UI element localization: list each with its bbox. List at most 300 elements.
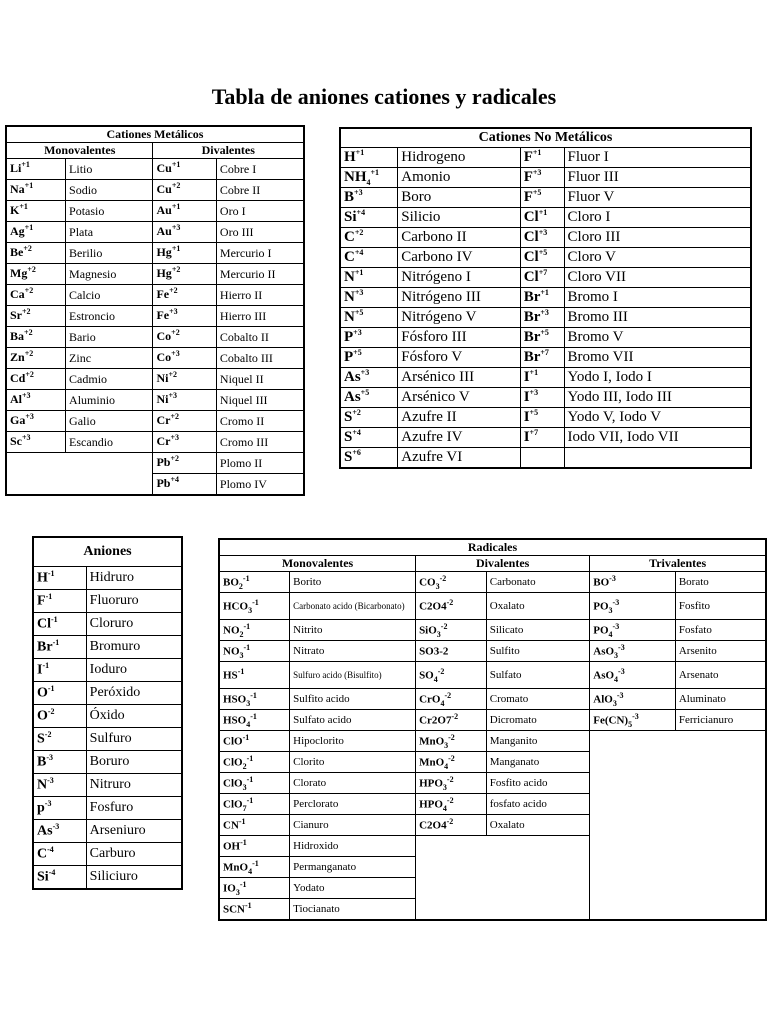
charge: +4 bbox=[352, 428, 361, 437]
ion-symbol bbox=[33, 843, 86, 866]
table-title: Cationes No Metálicos bbox=[340, 128, 751, 148]
charge: +7 bbox=[529, 428, 539, 437]
charge: -1 bbox=[245, 900, 252, 910]
ion-symbol bbox=[520, 368, 564, 388]
subscript: 2 bbox=[239, 629, 244, 639]
ion-symbol bbox=[340, 228, 398, 248]
symbol-text: ClO bbox=[223, 798, 243, 811]
symbol-text: H bbox=[37, 570, 48, 586]
charge: +5 bbox=[540, 328, 549, 337]
symbol-text: OH bbox=[223, 840, 241, 853]
symbol-text: P bbox=[344, 329, 354, 345]
symbol-text: As bbox=[344, 389, 361, 405]
ion-symbol bbox=[340, 368, 398, 388]
symbol-text: B bbox=[37, 754, 47, 770]
charge: -2 bbox=[44, 729, 52, 739]
ion-symbol bbox=[416, 620, 487, 641]
ion-symbol bbox=[520, 248, 564, 268]
ion-symbol bbox=[6, 285, 66, 306]
column-header: Divalentes bbox=[153, 143, 304, 159]
ion-name: Plata bbox=[66, 222, 153, 243]
symbol-text: CN bbox=[223, 819, 239, 832]
symbol-text: HS bbox=[223, 669, 238, 682]
table-row bbox=[6, 369, 304, 390]
ion-name: Cromo III bbox=[216, 432, 304, 453]
charge: +7 bbox=[540, 348, 549, 357]
ion-symbol bbox=[590, 689, 676, 710]
table-row bbox=[33, 820, 182, 843]
ion-name: Hipoclorito bbox=[290, 731, 416, 752]
charge: -1 bbox=[238, 816, 246, 826]
symbol-text: Fe bbox=[156, 308, 170, 323]
ion-name: Cloro III bbox=[564, 228, 751, 248]
charge: -3 bbox=[632, 711, 639, 721]
symbol-text: S bbox=[37, 731, 45, 747]
table-row bbox=[6, 327, 304, 348]
ion-symbol bbox=[6, 369, 66, 390]
symbol-text: AsO bbox=[593, 645, 615, 658]
symbol-text: NO bbox=[223, 645, 240, 658]
ion-name: Bario bbox=[66, 327, 153, 348]
ion-symbol bbox=[33, 866, 86, 890]
ion-symbol bbox=[153, 453, 216, 474]
charge: -2 bbox=[440, 621, 448, 631]
ion-symbol bbox=[153, 327, 216, 348]
ion-symbol bbox=[219, 662, 290, 689]
ion-name: fosfato acido bbox=[486, 794, 590, 815]
table-row bbox=[219, 593, 766, 620]
ion-name: Cobalto III bbox=[216, 348, 304, 369]
ion-symbol bbox=[219, 731, 290, 752]
charge: -1 bbox=[242, 732, 250, 742]
table-row bbox=[340, 408, 751, 428]
ion-symbol bbox=[33, 774, 86, 797]
ion-symbol bbox=[520, 288, 564, 308]
ion-symbol bbox=[340, 328, 398, 348]
symbol-text: Ni bbox=[156, 392, 169, 407]
charge: +2 bbox=[24, 328, 33, 338]
symbol-text: SO bbox=[419, 669, 434, 682]
ion-symbol bbox=[153, 369, 216, 390]
ion-name: Carbonato bbox=[486, 572, 590, 593]
ion-symbol bbox=[340, 448, 398, 469]
charge: +1 bbox=[355, 148, 365, 157]
ion-symbol bbox=[6, 432, 66, 453]
charge: +5 bbox=[532, 188, 542, 197]
ion-symbol bbox=[520, 328, 564, 348]
ion-symbol bbox=[340, 388, 398, 408]
charge: +2 bbox=[170, 412, 180, 422]
ion-name: Borito bbox=[290, 572, 416, 593]
subscript: 4 bbox=[614, 674, 619, 684]
ion-symbol bbox=[153, 222, 216, 243]
subscript: 3 bbox=[248, 605, 253, 615]
ion-name: Fósforo V bbox=[398, 348, 520, 368]
ion-name: Niquel III bbox=[216, 390, 304, 411]
charge: -3 bbox=[612, 621, 620, 631]
symbol-text: Pb bbox=[156, 476, 171, 491]
symbol-text: Mg bbox=[10, 266, 28, 281]
symbol-text: F bbox=[523, 189, 533, 205]
ion-symbol bbox=[153, 306, 216, 327]
symbol-text: ClO bbox=[223, 735, 243, 748]
charge: +3 bbox=[171, 349, 180, 359]
table-row bbox=[33, 774, 182, 797]
ion-symbol bbox=[33, 636, 86, 659]
table-row bbox=[33, 567, 182, 590]
ion-name: Sulfato acido bbox=[290, 710, 416, 731]
ion-name: Arsenito bbox=[675, 641, 766, 662]
charge: +5 bbox=[354, 308, 364, 317]
subscript: 4 bbox=[444, 761, 449, 771]
symbol-text: ClO bbox=[223, 777, 243, 790]
charge: -2 bbox=[448, 753, 455, 763]
ion-name: Cloruro bbox=[86, 613, 182, 636]
charge: +3 bbox=[22, 433, 31, 443]
ion-name: Nitrato bbox=[290, 641, 416, 662]
ion-symbol bbox=[520, 388, 564, 408]
charge: -1 bbox=[242, 573, 250, 583]
symbol-text: I bbox=[523, 369, 530, 385]
table-row bbox=[219, 731, 766, 752]
ion-symbol bbox=[6, 180, 66, 201]
charge: -2 bbox=[47, 706, 55, 716]
table-title: Cationes Metálicos bbox=[6, 126, 304, 143]
symbol-text: Ba bbox=[10, 329, 25, 344]
ion-name: Bromo I bbox=[564, 288, 751, 308]
ion-symbol bbox=[6, 390, 66, 411]
symbol-text: H bbox=[344, 149, 356, 165]
ion-name: Boro bbox=[398, 188, 520, 208]
symbol-text: C2O4 bbox=[419, 819, 447, 832]
ion-symbol bbox=[219, 836, 290, 857]
symbol-text: Cl bbox=[523, 209, 539, 225]
table-row bbox=[33, 682, 182, 705]
table-row bbox=[33, 843, 182, 866]
table-row bbox=[340, 148, 751, 168]
ion-name: Plomo II bbox=[216, 453, 304, 474]
ion-symbol bbox=[416, 641, 487, 662]
symbol-text: Hg bbox=[156, 266, 172, 281]
ion-name: Magnesio bbox=[66, 264, 153, 285]
table-row bbox=[340, 348, 751, 368]
ion-symbol bbox=[153, 159, 216, 180]
subscript: 3 bbox=[608, 605, 613, 615]
symbol-text: I bbox=[523, 389, 530, 405]
charge: +2 bbox=[25, 370, 34, 380]
ion-symbol bbox=[520, 348, 564, 368]
subscript: 4 bbox=[608, 629, 613, 639]
charge: -2 bbox=[446, 774, 454, 784]
charge: +1 bbox=[171, 202, 181, 212]
ion-name: Carbono II bbox=[398, 228, 520, 248]
table-row bbox=[6, 411, 304, 432]
ion-name: Sulfuro bbox=[86, 728, 182, 751]
symbol-text: AsO bbox=[593, 669, 615, 682]
symbol-text: Pb bbox=[156, 455, 171, 470]
table-row bbox=[340, 248, 751, 268]
ion-name: Hierro II bbox=[216, 285, 304, 306]
ion-name: Plomo IV bbox=[216, 474, 304, 496]
ion-symbol bbox=[590, 572, 676, 593]
charge: -3 bbox=[46, 752, 54, 762]
symbol-text: S bbox=[344, 449, 353, 465]
ion-symbol bbox=[153, 264, 216, 285]
subscript: 4 bbox=[248, 866, 253, 876]
symbol-text: Fe(CN) bbox=[593, 714, 629, 727]
symbol-text: MnO bbox=[419, 756, 445, 769]
ion-symbol bbox=[219, 752, 290, 773]
symbol-text: Si bbox=[37, 869, 49, 885]
ion-name: Fluor I bbox=[564, 148, 751, 168]
charge: -1 bbox=[246, 753, 254, 763]
ion-symbol bbox=[219, 899, 290, 921]
symbol-text: Cu bbox=[156, 161, 172, 176]
subscript: 7 bbox=[242, 803, 247, 813]
ion-name: Nitruro bbox=[86, 774, 182, 797]
ion-name: Oro I bbox=[216, 201, 304, 222]
table-row bbox=[6, 453, 304, 474]
charge: +3 bbox=[353, 328, 362, 337]
ion-name: Peróxido bbox=[86, 682, 182, 705]
table-row bbox=[6, 390, 304, 411]
ion-symbol bbox=[416, 794, 487, 815]
ion-symbol bbox=[153, 390, 216, 411]
symbol-text: Br bbox=[523, 329, 541, 345]
charge: +3 bbox=[540, 308, 549, 317]
ion-name: Yodato bbox=[290, 878, 416, 899]
ion-symbol bbox=[153, 348, 216, 369]
charge: -2 bbox=[437, 666, 445, 676]
charge: +4 bbox=[354, 248, 364, 257]
charge: +2 bbox=[171, 265, 181, 275]
charge: +2 bbox=[170, 454, 180, 464]
charge: -1 bbox=[246, 795, 254, 805]
charge: +2 bbox=[171, 328, 180, 338]
table-row bbox=[6, 222, 304, 243]
ion-name: Fosfito bbox=[675, 593, 766, 620]
table-row bbox=[6, 180, 304, 201]
ion-name: Fosfuro bbox=[86, 797, 182, 820]
column-header: Monovalentes bbox=[219, 556, 416, 572]
ion-symbol bbox=[6, 222, 66, 243]
symbol-text: N bbox=[344, 289, 355, 305]
ion-name: Clorato bbox=[290, 773, 416, 794]
table-row bbox=[340, 448, 751, 469]
ion-name: Permanganato bbox=[290, 857, 416, 878]
symbol-text: Co bbox=[156, 329, 172, 344]
ion-name: Manganito bbox=[486, 731, 590, 752]
ion-symbol bbox=[340, 288, 398, 308]
symbol-text: BO bbox=[593, 576, 610, 589]
ion-name: Carbono IV bbox=[398, 248, 520, 268]
ion-symbol bbox=[340, 208, 398, 228]
charge: -2 bbox=[446, 816, 454, 826]
charge: +3 bbox=[25, 412, 34, 422]
ion-name: Yodo I, Iodo I bbox=[564, 368, 751, 388]
ion-symbol bbox=[590, 620, 676, 641]
charge: -4 bbox=[48, 867, 56, 877]
table-row bbox=[6, 306, 304, 327]
ion-symbol bbox=[416, 752, 487, 773]
table-row bbox=[33, 705, 182, 728]
ion-name: Carbonato acido (Bicarbonato) bbox=[290, 593, 416, 620]
ion-symbol bbox=[520, 268, 564, 288]
ion-symbol bbox=[219, 878, 290, 899]
ion-name: Potasio bbox=[66, 201, 153, 222]
ion-symbol bbox=[6, 264, 66, 285]
symbol-text: Hg bbox=[156, 245, 172, 260]
table-row bbox=[33, 751, 182, 774]
ion-name: Ioduro bbox=[86, 659, 182, 682]
ion-name: Arsénico III bbox=[398, 368, 520, 388]
ion-name: Aluminio bbox=[66, 390, 153, 411]
charge: +3 bbox=[532, 168, 542, 177]
symbol-text: Na bbox=[10, 182, 25, 197]
charge: +3 bbox=[354, 288, 364, 297]
charge: +1 bbox=[540, 288, 549, 297]
ion-name: Mercurio II bbox=[216, 264, 304, 285]
charge: -1 bbox=[243, 642, 251, 652]
charge: +5 bbox=[529, 408, 539, 417]
symbol-text: B bbox=[344, 189, 355, 205]
charge: +2 bbox=[23, 244, 32, 254]
charge: +1 bbox=[24, 181, 34, 191]
charge: -1 bbox=[250, 690, 257, 700]
charge: -2 bbox=[446, 795, 454, 805]
subscript: 3 bbox=[444, 740, 449, 750]
symbol-text: Cl bbox=[523, 269, 539, 285]
ion-name: Azufre VI bbox=[398, 448, 520, 469]
symbol-text: AlO bbox=[593, 693, 613, 706]
ion-name: Sulfito acido bbox=[290, 689, 416, 710]
ion-symbol bbox=[33, 728, 86, 751]
table-row bbox=[340, 188, 751, 208]
ion-symbol bbox=[153, 201, 216, 222]
column-header: Divalentes bbox=[416, 556, 590, 572]
ion-name: Fosfito acido bbox=[486, 773, 590, 794]
ion-name: Arsenato bbox=[675, 662, 766, 689]
symbol-text: Cd bbox=[10, 371, 26, 386]
charge: +2 bbox=[169, 286, 178, 296]
ion-name: Dicromato bbox=[486, 710, 590, 731]
table-row bbox=[340, 228, 751, 248]
ion-symbol bbox=[219, 773, 290, 794]
ion-symbol bbox=[219, 815, 290, 836]
charge: +4 bbox=[170, 475, 180, 485]
ion-symbol bbox=[153, 432, 216, 453]
symbol-text: SiO bbox=[419, 624, 437, 637]
charge: +3 bbox=[538, 228, 548, 237]
symbol-text: P bbox=[344, 349, 354, 365]
ion-symbol bbox=[219, 857, 290, 878]
subscript: 3 bbox=[242, 782, 247, 792]
ion-symbol bbox=[6, 348, 66, 369]
table-row bbox=[219, 710, 766, 731]
subscript: 3 bbox=[612, 698, 617, 708]
ion-name: Yodo III, Iodo III bbox=[564, 388, 751, 408]
symbol-text: HSO bbox=[223, 714, 247, 727]
table-title: Aniones bbox=[33, 537, 182, 567]
symbol-text: Br bbox=[37, 639, 53, 655]
ion-name: Nitrógeno I bbox=[398, 268, 520, 288]
symbol-text: Ca bbox=[10, 287, 25, 302]
ion-symbol bbox=[6, 327, 66, 348]
ion-name: Galio bbox=[66, 411, 153, 432]
table-row bbox=[219, 620, 766, 641]
symbol-text: IO bbox=[223, 882, 236, 895]
ion-symbol bbox=[340, 248, 398, 268]
ion-symbol bbox=[33, 797, 86, 820]
symbol-text: Cu bbox=[156, 182, 172, 197]
subscript: 2 bbox=[238, 581, 243, 591]
table-row bbox=[33, 728, 182, 751]
charge: +1 bbox=[171, 160, 181, 170]
ion-name: Estroncio bbox=[66, 306, 153, 327]
ion-name: Cianuro bbox=[290, 815, 416, 836]
subscript: 3 bbox=[436, 629, 441, 639]
subscript: 4 bbox=[442, 803, 447, 813]
table-row bbox=[340, 288, 751, 308]
charge: +3 bbox=[169, 307, 178, 317]
symbol-text: S bbox=[344, 409, 353, 425]
ion-name: Fosfato bbox=[675, 620, 766, 641]
charge: +3 bbox=[168, 391, 178, 401]
ion-name: Oxalato bbox=[486, 815, 590, 836]
ion-symbol bbox=[219, 710, 290, 731]
charge: +1 bbox=[21, 160, 30, 170]
symbol-text: N bbox=[344, 309, 355, 325]
charge: -3 bbox=[616, 690, 624, 700]
symbol-text: HCO bbox=[223, 600, 249, 613]
page-title: Tabla de aniones cationes y radicales bbox=[211, 84, 557, 109]
symbol-text: Au bbox=[156, 203, 172, 218]
symbol-text: NO bbox=[223, 624, 240, 637]
table-row bbox=[33, 613, 182, 636]
ion-symbol bbox=[219, 641, 290, 662]
symbol-text: PO bbox=[593, 624, 609, 637]
ion-symbol bbox=[416, 773, 487, 794]
ion-name: Sodio bbox=[66, 180, 153, 201]
symbol-text: Fe bbox=[156, 287, 170, 302]
ion-symbol bbox=[153, 411, 216, 432]
charge: +3 bbox=[354, 188, 363, 197]
symbol-text: O bbox=[37, 708, 48, 724]
symbol-text: CrO bbox=[419, 693, 441, 706]
ion-name: Óxido bbox=[86, 705, 182, 728]
ion-symbol bbox=[340, 188, 398, 208]
subscript: 5 bbox=[628, 719, 633, 729]
ion-name: Iodo VII, Iodo VII bbox=[564, 428, 751, 448]
table-row bbox=[6, 201, 304, 222]
ion-symbol bbox=[340, 268, 398, 288]
ion-symbol bbox=[520, 168, 564, 188]
symbol-text: Cl bbox=[523, 249, 539, 265]
charge: +2 bbox=[354, 228, 364, 237]
ion-name: Mercurio I bbox=[216, 243, 304, 264]
ion-name: Cromo II bbox=[216, 411, 304, 432]
ion-symbol bbox=[153, 285, 216, 306]
charge: -3 bbox=[52, 821, 60, 831]
symbol-text: Sr bbox=[10, 308, 22, 323]
table-row bbox=[340, 368, 751, 388]
charge: +1 bbox=[370, 168, 380, 177]
charge: +3 bbox=[529, 388, 539, 397]
ion-symbol bbox=[520, 228, 564, 248]
charge: +3 bbox=[171, 223, 181, 233]
symbol-text: I bbox=[523, 409, 530, 425]
ion-name: Yodo V, Iodo V bbox=[564, 408, 751, 428]
